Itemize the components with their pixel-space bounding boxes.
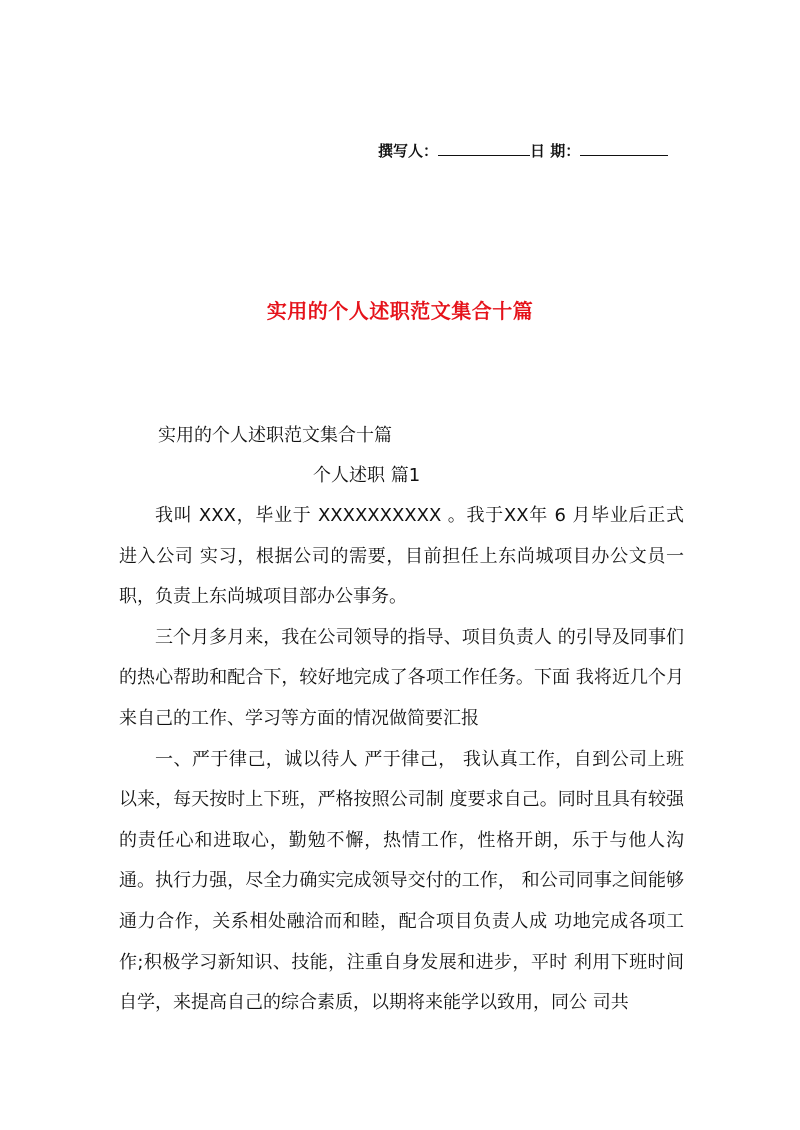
section-heading: 个人述职 篇1 <box>313 465 421 486</box>
body-text <box>119 496 684 1024</box>
author-label: 撰写人： <box>378 142 439 160</box>
document-subtitle: 实用的个人述职范文集合十篇 <box>158 425 392 446</box>
date-blank-field <box>580 143 668 156</box>
author-date-line <box>378 140 668 161</box>
date-label: 日 期： <box>530 142 581 160</box>
document-title: 实用的个人述职范文集合十篇 <box>266 299 534 323</box>
author-blank-field <box>438 143 530 156</box>
paragraph: 一、严于律己，诚以待人 严于律己， 我认真工作，自到公司上班以来，每天按时上下班，严格按照公司制 度要求自己。同时且具有较强的责任心和进取心，勤勉不懈，热情工作，性格开朗，乐于与他人沟通。执行力强，尽全力确实完成领导交付的工作， 和公司同事之间能够通力合作，关系相处融洽而和睦，配合项目负责人成 功地完成各项工作;积极学习新知识、技能，注重自身发展和进步，平时 利用下班时间自学，来提高自己的综合素质，以期将来能学以致用，同公 司共 <box>119 748 684 1014</box>
paragraph: 我叫 XXX，毕业于 XXXXXXXXXX 。我于XX年 6 月毕业后正式进入公司 实习，根据公司的需要，目前担任上东尚城项目办公文员一职，负责上东尚城项目部办公事务。 <box>119 505 684 608</box>
paragraph: 三个月多月来，我在公司领导的指导、项目负责人 的引导及同事们的热心帮助和配合下，较好地完成了各项工作任务。下面 我将近几个月来自己的工作、学习等方面的情况做简要汇报 <box>119 626 684 729</box>
